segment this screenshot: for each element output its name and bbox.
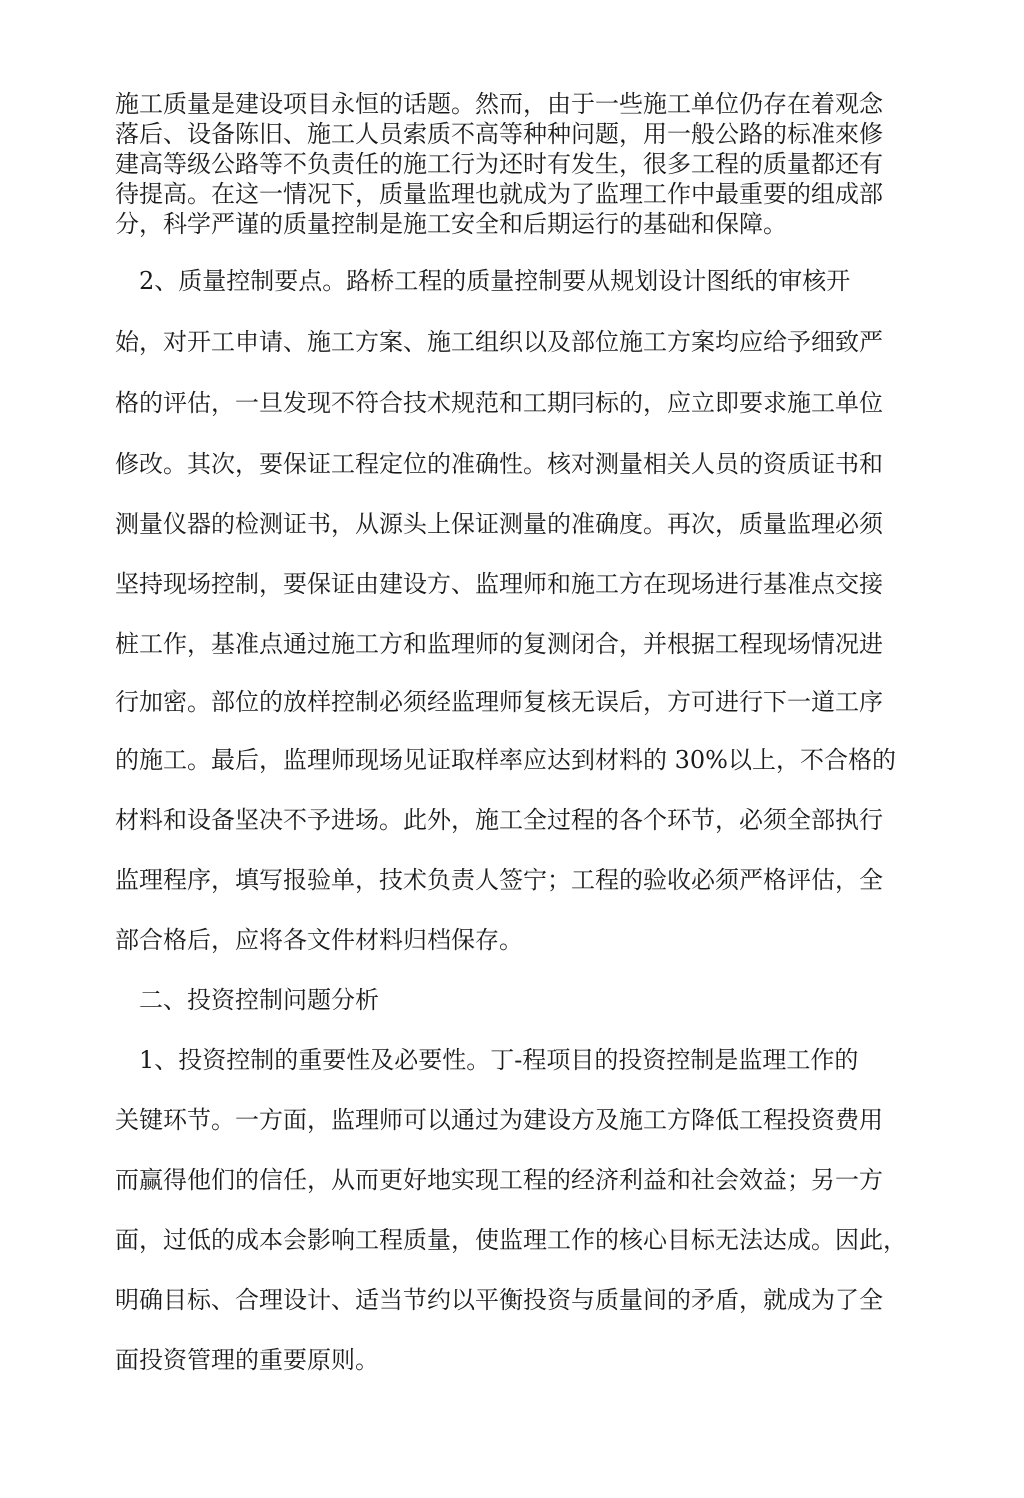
section-heading: 二、投资控制问题分析: [115, 986, 379, 1014]
text-line: 关键环节。一方面，监理师可以通过为建设方及施工方降低工程投资费用: [115, 1106, 883, 1134]
text-line: 材料和设备坚决不予进场。此外，施工全过程的各个环节，必须全部执行: [115, 806, 883, 834]
text-line: 的施工。最后，监理师现场见证取样率应达到材料的 30%以上，不合格的: [115, 746, 896, 774]
text-line: 面，过低的成本会影响工程质量，使监理工作的核心目标无法达成。因此，: [115, 1226, 907, 1254]
text-line: 2、质量控制要点。路桥工程的质量控制要从规划设计图纸的审核开: [115, 267, 851, 295]
text-line: 分，科学严谨的质量控制是施工安全和后期运行的基础和保障。: [115, 210, 787, 238]
text-line: 施工质量是建设项目永恒的话题。然而，由于一些施工单位仍存在着观念: [115, 90, 883, 118]
text-line: 监理程序，填写报验单，技术负责人签宁；工程的验收必须严格评估，全: [115, 866, 883, 894]
text-line: 测量仪器的检测证书，从源头上保证测量的准确度。再次，质量监理必须: [115, 510, 883, 538]
text-line: 面投资管理的重要原则。: [115, 1346, 379, 1374]
text-line: 坚持现场控制，要保证由建设方、监理师和施工方在现场进行基准点交接: [115, 570, 883, 598]
text-line: 1、投资控制的重要性及必要性。丁-程项目的投资控制是监理工作的: [115, 1046, 859, 1074]
text-line: 始，对开工申请、施工方案、施工组织以及部位施工方案均应给予细致严: [115, 328, 883, 356]
text-line: 桩工作，基准点通过施工方和监理师的复测闭合，并根据工程现场情况进: [115, 630, 883, 658]
text-line: 落后、设备陈旧、施工人员索质不高等种种问题，用一般公路的标准來修: [115, 120, 883, 148]
text-line: 部合格后，应将各文件材料归档保存。: [115, 926, 523, 954]
text-line: 待提高。在这一情况下，质量监理也就成为了监理工作中最重要的组成部: [115, 180, 883, 208]
text-line: 建高等级公路等不负责任的施工行为还时有发生，很多工程的质量都还有: [115, 150, 883, 178]
text-line: 修改。其次，要保证工程定位的准确性。核对测量相关人员的资质证书和: [115, 450, 883, 478]
text-line: 格的评估，一旦发现不符合技术规范和工期冃标的，应立即要求施工单位: [115, 389, 883, 417]
text-line: 而赢得他们的信任，从而更好地实现工程的经济利益和社会效益；另一方: [115, 1166, 883, 1194]
text-line: 行加密。部位的放样控制必须经监理师复核无误后，方可进行下一道工序: [115, 688, 883, 716]
text-line: 明确目标、合理设计、适当节约以平衡投资与质量间的矛盾，就成为了全: [115, 1286, 883, 1314]
